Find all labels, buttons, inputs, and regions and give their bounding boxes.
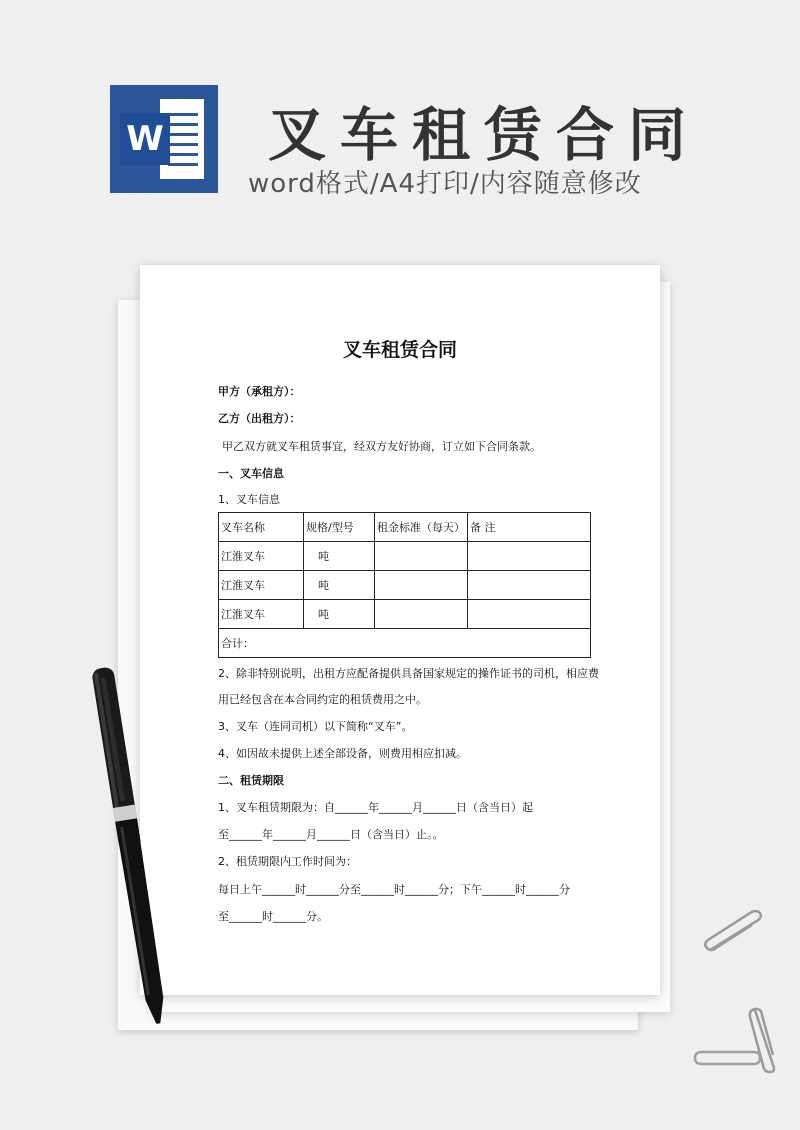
table-row <box>219 600 591 629</box>
table-cell <box>375 542 468 571</box>
table-cell: 江淮叉车 <box>219 542 304 571</box>
table-cell: 江淮叉车 <box>219 600 304 629</box>
item-2-2-line-1: 每日上午______时______分至______时______分；下午______时______分 <box>218 883 570 896</box>
paperclip-icon <box>692 1040 762 1070</box>
table-total-cell: 合计： <box>219 629 591 658</box>
item-1-2-line-1: 2、除非特别说明，出租方应配备提供具备国家规定的操作证书的司机，相应费 <box>218 667 599 680</box>
table-cell: 吨 <box>304 600 375 629</box>
table-row <box>219 571 591 600</box>
item-1-3: 3、叉车（连同司机）以下简称“叉车”。 <box>218 720 413 733</box>
intro-paragraph: 甲乙双方就叉车租赁事宜，经双方友好协商，订立如下合同条款。 <box>222 440 541 453</box>
contract-title: 叉车租赁合同 <box>342 339 457 361</box>
table-total-row <box>219 629 591 658</box>
table-cell <box>468 571 591 600</box>
item-1-1: 1、叉车信息 <box>218 493 280 506</box>
item-2-1-line-1: 1、叉车租赁期限为：自______年______月______日（含当日）起 <box>218 801 533 814</box>
page-subtitle: word格式/A4打印/内容随意修改 <box>248 169 642 199</box>
table-row <box>219 542 591 571</box>
table-cell <box>375 600 468 629</box>
contract-page <box>140 265 660 995</box>
section-2-heading: 二、租赁期限 <box>218 774 284 787</box>
word-icon <box>110 85 218 193</box>
table-header-cell: 规格/型号 <box>304 513 375 542</box>
item-2-2: 2、租赁期限内工作时间为： <box>218 855 357 868</box>
word-letter: W <box>120 113 170 165</box>
table-cell <box>375 571 468 600</box>
table-header-cell: 备 注 <box>468 513 591 542</box>
party-b-line: 乙方（出租方）： <box>218 412 301 425</box>
table-header-row <box>219 513 591 542</box>
page-title: 叉车租赁合同 <box>268 101 701 169</box>
item-1-4: 4、如因故未提供上述全部设备，则费用相应扣减。 <box>218 747 467 760</box>
table-header-cell: 租金标准（每天） <box>375 513 468 542</box>
forklift-table <box>218 512 591 658</box>
table-cell <box>468 542 591 571</box>
item-2-2-line-2: 至______时______分。 <box>218 910 328 923</box>
item-2-1-line-2: 至______年______月______日（含当日）止。。 <box>218 828 444 841</box>
table-header-cell: 叉车名称 <box>219 513 304 542</box>
party-a-line: 甲方（承租方）： <box>218 385 301 398</box>
table-cell: 江淮叉车 <box>219 571 304 600</box>
section-1-heading: 一、叉车信息 <box>218 467 284 480</box>
table-cell <box>468 600 591 629</box>
table-cell: 吨 <box>304 571 375 600</box>
table-cell: 吨 <box>304 542 375 571</box>
paperclip-icon <box>700 910 770 960</box>
item-1-2-line-2: 用已经包含在本合同约定的租赁费用之中。 <box>218 693 427 706</box>
